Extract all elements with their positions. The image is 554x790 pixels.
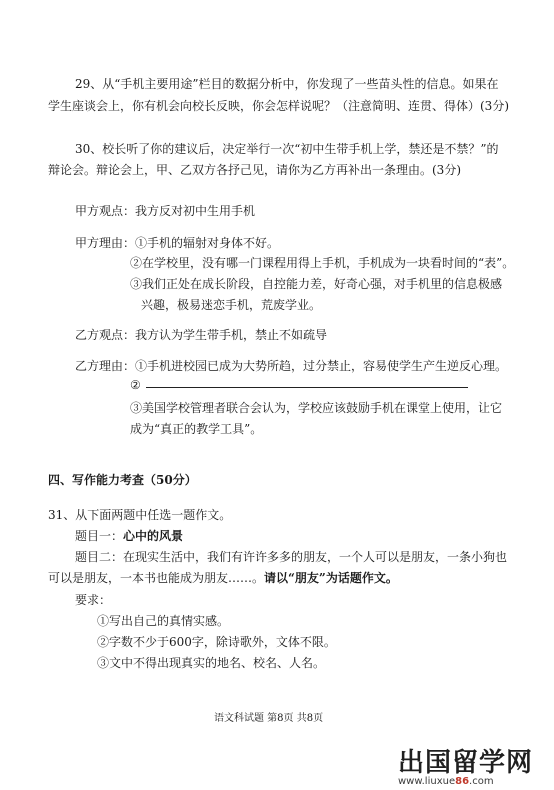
topic2-text: 可以是朋友，一本书也能成为朋友……。 (48, 571, 265, 585)
requirement-1: ①写出自己的真情实感。 (97, 614, 230, 628)
q31-intro: 31、从下面两题中任选一题作文。 (48, 508, 232, 522)
yi-reason-2-marker: ② (130, 378, 141, 392)
yi-view: 乙方观点：我方认为学生带手机，禁止不如疏导 (75, 328, 328, 342)
q30-line1: 30、校长听了你的建议后，决定举行一次“初中生带手机上学，禁还是不禁？”的 (75, 142, 499, 156)
q31-topic2-line1: 题目二：在现实生活中，我们有许许多多的朋友，一个人可以是朋友，一条小狗也 (75, 550, 508, 564)
q31-topic1 (75, 529, 183, 543)
topic1-label: 题目一： (75, 529, 124, 543)
requirement-3: ③文中不得出现真实的地名、校名、人名。 (97, 656, 326, 670)
jia-reason-1: 甲方理由：①手机的辐射对身体不好。 (75, 236, 280, 250)
watermark-url-prefix: www.liuxue (398, 776, 456, 787)
jia-reason-3a: ③我们正处在成长阶段，自控能力差，好奇心强，对手机里的信息极感 (130, 277, 503, 291)
section4-heading: 四、写作能力考查（50分） (48, 473, 197, 487)
q29-line1: 29、从“手机主要用途”栏目的数据分析中，你发现了一些苗头性的信息。如果在 (75, 77, 499, 91)
jia-view: 甲方观点：我方反对初中生用手机 (75, 204, 256, 218)
answer-blank-line (146, 387, 468, 388)
yi-reason-1: 乙方理由：①手机进校园已成为大势所趋，过分禁止，容易使学生产生逆反心理。 (75, 359, 508, 373)
yi-reason-3a: ③美国学校管理者联合会认为，学校应该鼓励手机在课堂上使用，让它 (130, 401, 503, 415)
page-footer: 语文科试题 第8页 共8页 (214, 713, 324, 724)
watermark-url-suffix: .com (469, 776, 494, 787)
requirements-label: 要求： (75, 593, 112, 607)
jia-reason-3b: 兴趣，极易迷恋手机，荒废学业。 (141, 298, 322, 312)
watermark-text: 出国留学网 (398, 748, 534, 778)
jia-reason-2: ②在学校里，没有哪一门课程用得上手机，手机成为一块看时间的“表”。 (130, 256, 515, 270)
q30-line2: 辩论会。辩论会上，甲、乙双方各抒己见，请你为乙方再补出一条理由。(3分) (48, 163, 462, 177)
topic1-title: 心中的风景 (123, 529, 184, 543)
watermark-url (398, 776, 494, 788)
yi-reason-3b: 成为“真正的教学工具”。 (130, 422, 263, 436)
watermark-logo (398, 748, 548, 788)
topic2-instruction: 请以“朋友”为话题作文。 (264, 571, 398, 585)
q31-topic2-line2 (48, 571, 398, 585)
requirement-2: ②字数不少于600字，除诗歌外，文体不限。 (97, 635, 336, 649)
q29-line2: 学生座谈会上，你有机会向校长反映，你会怎样说呢？（注意简明、连贯、得体）(3分) (48, 99, 510, 113)
watermark-url-accent: 86 (455, 776, 470, 787)
